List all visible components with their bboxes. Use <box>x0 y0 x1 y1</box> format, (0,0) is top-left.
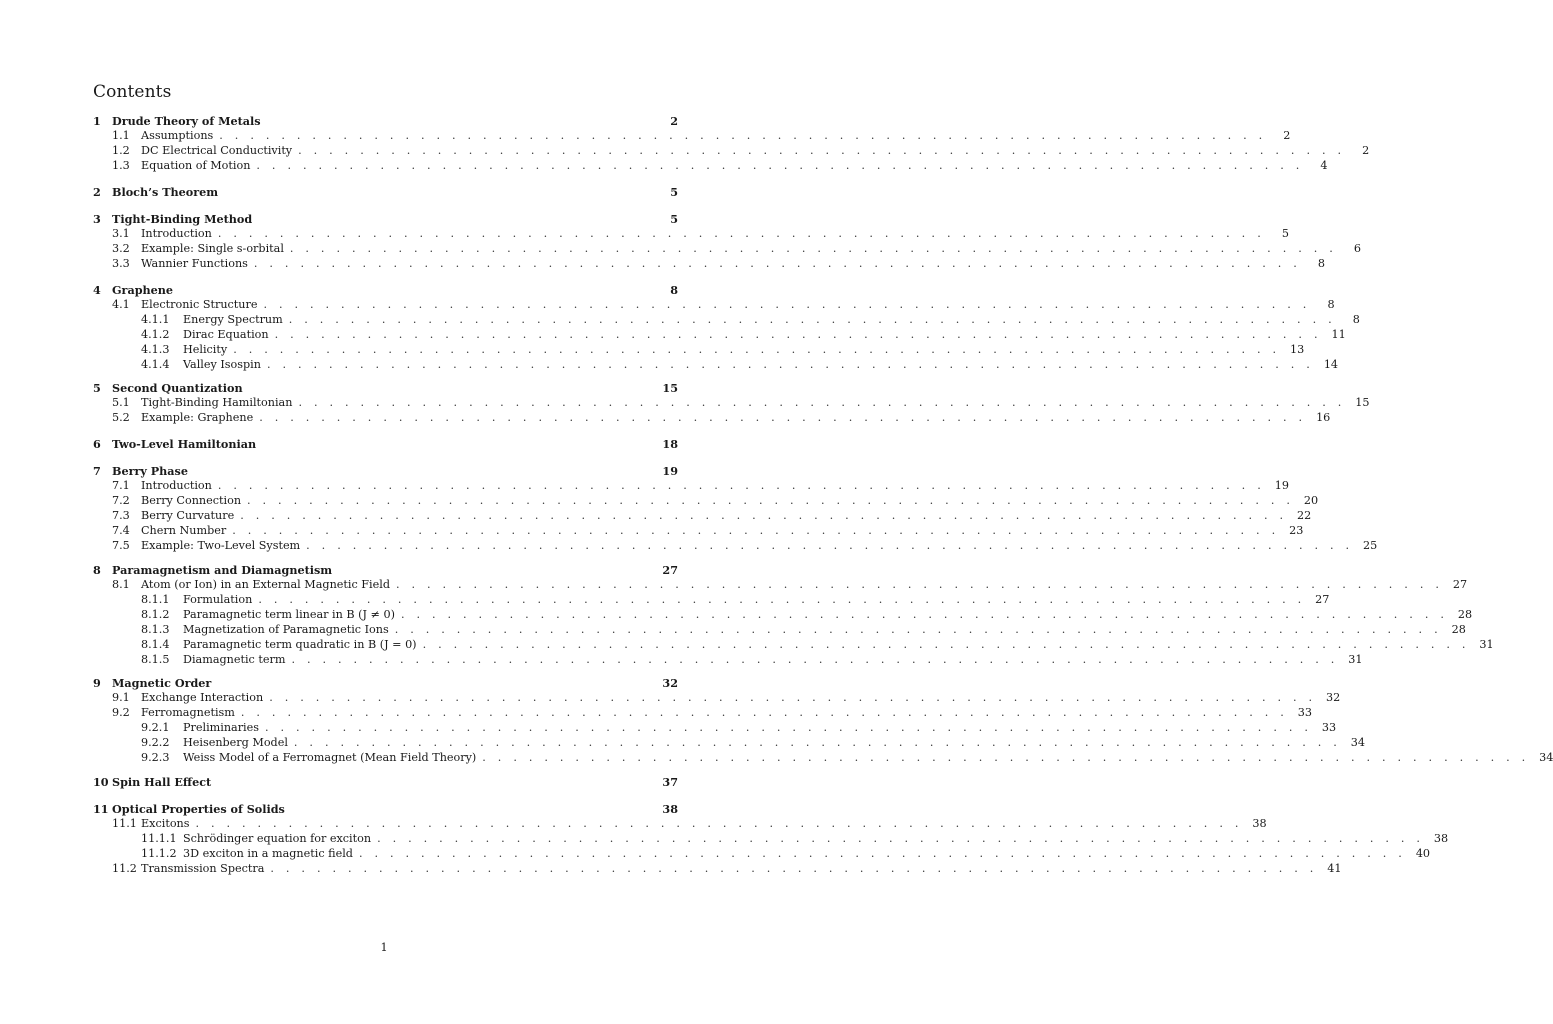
dot-leader: . . . . . . . . . . . . . . . . . . . . . . . . . . . . . . . . . . . . . . . . . . . . . . . . . . . . . . . . . . . . . . . . . . . . <box>306 539 1354 552</box>
toc-entry-page: 33 <box>1321 721 1337 734</box>
toc-entry-8-1[interactable] <box>93 577 1468 593</box>
toc-entry-title: Chern Number <box>141 524 227 537</box>
toc-entry-page: 8 <box>1352 313 1360 326</box>
toc-entry-title: Transmission Spectra <box>141 862 265 875</box>
toc-entry-7-1[interactable] <box>93 478 1289 494</box>
toc-entry-page: 22 <box>1297 509 1312 522</box>
toc-entry-page: 31 <box>1479 638 1494 651</box>
toc-entry-title: Example: Two-Level System <box>141 539 301 552</box>
toc-entry-number: 8.1 <box>112 578 130 591</box>
toc-entry-number: 7.3 <box>112 509 130 522</box>
toc-entry-page: 5 <box>670 212 678 226</box>
dot-leader: . . . . . . . . . . . . . . . . . . . . . . . . . . . . . . . . . . . . . . . . . . . . . . . . . . . . . . . . . . . . . . . . . . . . <box>482 751 1530 764</box>
toc-entry-4-1-4[interactable] <box>93 357 1339 373</box>
toc-entry-8[interactable] <box>93 562 678 578</box>
toc-entry-number: 11.1 <box>112 817 137 830</box>
toc-entry-number: 1.2 <box>112 144 130 157</box>
toc-entry-number: 3.1 <box>112 227 130 240</box>
toc-entry-number: 4.1.4 <box>141 358 170 371</box>
toc-entry-number: 4.1 <box>112 298 130 311</box>
toc-entry-number: 4.1.3 <box>141 343 170 356</box>
toc-entry-number: 9.2 <box>112 706 130 719</box>
toc-entry-page: 27 <box>662 563 678 577</box>
toc-entry-page: 28 <box>1451 623 1466 636</box>
toc-entry-5-2[interactable] <box>93 410 1331 426</box>
toc-entry-title: Energy Spectrum <box>183 313 283 326</box>
toc-entry-9[interactable] <box>93 675 678 691</box>
dot-leader: . . . . . . . . . . . . . . . . . . . . . . . . . . . . . . . . . . . . . . . . . . . . . . . . . . . . . . . . . . . . . . . . . . . . <box>256 159 1304 172</box>
toc-entry-page: 23 <box>1289 524 1304 537</box>
toc-entry-number: 5.1 <box>112 396 130 409</box>
toc-entry-title: Berry Connection <box>141 494 242 507</box>
toc-entry-number: 3.3 <box>112 257 130 270</box>
toc-entry-number: 4.1.2 <box>141 328 170 341</box>
toc-entry-title: Tight-Binding Hamiltonian <box>141 396 293 409</box>
toc-entry-page: 40 <box>1415 847 1431 860</box>
toc-entry-4-1[interactable] <box>93 297 1335 313</box>
toc-entry-title: 3D exciton in a magnetic field <box>183 847 353 860</box>
toc-entry-page: 18 <box>662 437 678 451</box>
toc-entry-title: Two-Level Hamiltonian <box>112 437 257 451</box>
toc-entry-title: Exchange Interaction <box>141 691 264 704</box>
dot-leader: . . . . . . . . . . . . . . . . . . . . . . . . . . . . . . . . . . . . . . . . . . . . . . . . . . . . . . . . . . . . . . . . . . . . <box>298 144 1346 157</box>
toc-entry-number: 6 <box>93 437 101 451</box>
toc-entry-number: 8.1.5 <box>141 653 170 666</box>
toc-entry-number: 10 <box>93 775 109 789</box>
toc-entry-title: Helicity <box>183 343 228 356</box>
toc-entry-title: Optical Properties of Solids <box>112 802 285 816</box>
toc-entry-page: 33 <box>1297 706 1312 719</box>
toc-entry-7-2[interactable] <box>93 493 1319 509</box>
dot-leader: . . . . . . . . . . . . . . . . . . . . . . . . . . . . . . . . . . . . . . . . . . . . . . . . . . . . . . . . . . . . . . . . . . . . <box>265 721 1313 734</box>
toc-entry-page: 5 <box>670 185 678 199</box>
toc-entry-3-2[interactable] <box>93 241 1361 257</box>
toc-entry-page: 16 <box>1316 411 1331 424</box>
toc-entry-number: 1.3 <box>112 159 130 172</box>
toc-entry-number: 11.1.1 <box>141 832 177 845</box>
toc-entry-1-1[interactable] <box>93 128 1291 144</box>
toc-entry-number: 3.2 <box>112 242 130 255</box>
toc-entry-number: 1 <box>93 114 101 128</box>
toc-entry-page: 38 <box>662 802 678 816</box>
toc-entry-9-2-3[interactable] <box>93 750 1553 766</box>
toc-entry-7-4[interactable] <box>93 523 1304 539</box>
dot-leader: . . . . . . . . . . . . . . . . . . . . . . . . . . . . . . . . . . . . . . . . . . . . . . . . . . . . . . . . . . . . . . . . . . . . <box>269 691 1317 704</box>
dot-leader: . . . . . . . . . . . . . . . . . . . . . . . . . . . . . . . . . . . . . . . . . . . . . . . . . . . . . . . . . . . . . . . . . . . . <box>401 608 1449 621</box>
toc-entry-page: 27 <box>1452 578 1468 591</box>
toc-entry-7[interactable] <box>93 463 678 479</box>
toc-entry-8-1-1[interactable] <box>93 592 1330 608</box>
toc-entry-11[interactable] <box>93 801 678 817</box>
toc-entry-page: 38 <box>1433 832 1449 845</box>
toc-entry-title: Paramagnetism and Diamagnetism <box>112 563 333 577</box>
toc-entry-title: Formulation <box>183 593 253 606</box>
toc-entry-title: Drude Theory of Metals <box>112 114 261 128</box>
toc-entry-number: 8.1.4 <box>141 638 170 651</box>
toc-entry-9-2[interactable] <box>93 705 1312 721</box>
toc-entry-9-2-1[interactable] <box>93 720 1337 736</box>
toc-entry-page: 14 <box>1323 358 1339 371</box>
toc-entry-title: Valley Isospin <box>183 358 261 371</box>
toc-entry-title: Equation of Motion <box>141 159 251 172</box>
dot-leader: . . . . . . . . . . . . . . . . . . . . . . . . . . . . . . . . . . . . . . . . . . . . . . . . . . . . . . . . . . . . . . . . . . . . <box>358 847 1407 860</box>
toc-entry-number: 9.2.1 <box>141 721 170 734</box>
toc-entry-title: Bloch’s Theorem <box>112 185 219 199</box>
dot-leader: . . . . . . . . . . . . . . . . . . . . . . . . . . . . . . . . . . . . . . . . . . . . . . . . . . . . . . . . . . . . . . . . . . . . <box>293 736 1342 749</box>
toc-entry-1[interactable] <box>93 113 678 129</box>
toc-entry-3[interactable] <box>93 211 678 227</box>
dot-leader: . . . . . . . . . . . . . . . . . . . . . . . . . . . . . . . . . . . . . . . . . . . . . . . . . . . . . . . . . . . . . . . . . . . . <box>270 862 1318 875</box>
toc-entry-title: Example: Graphene <box>141 411 254 424</box>
dot-leader: . . . . . . . . . . . . . . . . . . . . . . . . . . . . . . . . . . . . . . . . . . . . . . . . . . . . . . . . . . . . . . . . . . . . <box>240 509 1288 522</box>
toc-entry-title: Berry Curvature <box>141 509 235 522</box>
dot-leader: . . . . . . . . . . . . . . . . . . . . . . . . . . . . . . . . . . . . . . . . . . . . . . . . . . . . . . . . . . . . . . . . . . . . <box>240 706 1288 719</box>
toc-entry-number: 7.2 <box>112 494 130 507</box>
toc-entry-5-1[interactable] <box>93 395 1370 411</box>
toc-entry-title: Weiss Model of a Ferromagnet (Mean Field Theory) <box>183 751 477 764</box>
toc-entry-number: 7.5 <box>112 539 130 552</box>
toc-entry-page: 34 <box>1539 751 1553 764</box>
dot-leader: . . . . . . . . . . . . . . . . . . . . . . . . . . . . . . . . . . . . . . . . . . . . . . . . . . . . . . . . . . . . . . . . . . . . <box>422 638 1470 651</box>
toc-entry-8-1-5[interactable] <box>93 652 1363 668</box>
toc-entry-page: 8 <box>1317 257 1325 270</box>
toc-entry-title: Tight-Binding Method <box>112 212 253 226</box>
dot-leader: . . . . . . . . . . . . . . . . . . . . . . . . . . . . . . . . . . . . . . . . . . . . . . . . . . . . . . . . . . . . . . . . . . . . <box>195 817 1243 830</box>
toc-entry-title: Atom (or Ion) in an External Magnetic Field <box>141 578 390 591</box>
dot-leader: . . . . . . . . . . . . . . . . . . . . . . . . . . . . . . . . . . . . . . . . . . . . . . . . . . . . . . . . . . . . . . . . . . . . <box>258 593 1306 606</box>
dot-leader: . . . . . . . . . . . . . . . . . . . . . . . . . . . . . . . . . . . . . . . . . . . . . . . . . . . . . . . . . . . . . . . . . . . . <box>298 396 1346 409</box>
toc-entry-2[interactable] <box>93 184 678 200</box>
toc-entry-title: Introduction <box>141 479 212 492</box>
toc-entry-4-1-3[interactable] <box>93 342 1305 358</box>
toc-entry-number: 9 <box>93 676 101 690</box>
toc-entry-number: 8.1.1 <box>141 593 170 606</box>
toc-entry-number: 11.2 <box>112 862 137 875</box>
toc-entry-page: 41 <box>1327 862 1342 875</box>
toc-entry-title: Graphene <box>112 283 174 297</box>
toc-entry-1-3[interactable] <box>93 158 1328 174</box>
toc-entry-number: 1.1 <box>112 129 130 142</box>
toc-entry-title: Example: Single s-orbital <box>141 242 284 255</box>
toc-entry-number: 9.1 <box>112 691 130 704</box>
toc-entry-page: 13 <box>1290 343 1305 356</box>
toc-entry-number: 4 <box>93 283 101 297</box>
toc-entry-title: Ferromagnetism <box>141 706 235 719</box>
toc-entry-3-1[interactable] <box>93 226 1289 242</box>
toc-entry-4[interactable] <box>93 282 678 298</box>
toc-entry-11-2[interactable] <box>93 861 1342 877</box>
dot-leader: . . . . . . . . . . . . . . . . . . . . . . . . . . . . . . . . . . . . . . . . . . . . . . . . . . . . . . . . . . . . . . . . . . . . <box>233 343 1281 356</box>
page-number: 1 <box>380 941 388 954</box>
contents-heading: Contents <box>93 82 172 102</box>
toc-entry-page: 19 <box>1274 479 1289 492</box>
toc-entry-page: 6 <box>1353 242 1361 255</box>
toc-entry-title: Dirac Equation <box>183 328 269 341</box>
toc-entry-4-1-1[interactable] <box>93 312 1360 328</box>
toc-entry-title: Wannier Functions <box>141 257 248 270</box>
toc-entry-page: 15 <box>662 381 678 395</box>
toc-entry-10[interactable] <box>93 774 678 790</box>
toc-entry-3-3[interactable] <box>93 256 1325 272</box>
toc-entry-page: 37 <box>662 775 678 789</box>
dot-leader: . . . . . . . . . . . . . . . . . . . . . . . . . . . . . . . . . . . . . . . . . . . . . . . . . . . . . . . . . . . . . . . . . . . . <box>259 411 1307 424</box>
toc-entry-title: Berry Phase <box>112 464 188 478</box>
toc-entry-page: 4 <box>1320 159 1328 172</box>
toc-entry-title: Diamagnetic term <box>183 653 286 666</box>
toc-entry-title: Heisenberg Model <box>183 736 288 749</box>
dot-leader: . . . . . . . . . . . . . . . . . . . . . . . . . . . . . . . . . . . . . . . . . . . . . . . . . . . . . . . . . . . . . . . . . . . . <box>217 479 1265 492</box>
toc-entry-number: 7 <box>93 464 101 478</box>
toc-entry-number: 7.4 <box>112 524 130 537</box>
toc-entry-page: 2 <box>670 114 678 128</box>
toc-entry-number: 4.1.1 <box>141 313 170 326</box>
dot-leader: . . . . . . . . . . . . . . . . . . . . . . . . . . . . . . . . . . . . . . . . . . . . . . . . . . . . . . . . . . . . . . . . . . . . <box>377 832 1425 845</box>
toc-entry-11-1-1[interactable] <box>93 831 1449 847</box>
toc-entry-page: 28 <box>1457 608 1473 621</box>
toc-entry-title: Assumptions <box>141 129 214 142</box>
toc-entry-page: 5 <box>1281 227 1289 240</box>
toc-entry-8-1-3[interactable] <box>93 622 1466 638</box>
toc-entry-page: 32 <box>662 676 678 690</box>
toc-entry-11-1[interactable] <box>93 816 1267 832</box>
toc-entry-4-1-2[interactable] <box>93 327 1346 343</box>
toc-entry-title: Magnetic Order <box>112 676 212 690</box>
toc-entry-title: Paramagnetic term quadratic in B (J = 0) <box>183 638 417 651</box>
dot-leader: . . . . . . . . . . . . . . . . . . . . . . . . . . . . . . . . . . . . . . . . . . . . . . . . . . . . . . . . . . . . . . . . . . . . <box>394 623 1442 636</box>
toc-entry-number: 8.1.3 <box>141 623 170 636</box>
toc-entry-number: 9.2.3 <box>141 751 170 764</box>
dot-leader: . . . . . . . . . . . . . . . . . . . . . . . . . . . . . . . . . . . . . . . . . . . . . . . . . . . . . . . . . . . . . . . . . . . . <box>266 358 1315 371</box>
toc-entry-8-1-2[interactable] <box>93 607 1473 623</box>
toc-entry-page: 34 <box>1350 736 1366 749</box>
toc-entry-9-2-2[interactable] <box>93 735 1366 751</box>
toc-entry-number: 8 <box>93 563 101 577</box>
dot-leader: . . . . . . . . . . . . . . . . . . . . . . . . . . . . . . . . . . . . . . . . . . . . . . . . . . . . . . . . . . . . . . . . . . . . <box>274 328 1322 341</box>
dot-leader: . . . . . . . . . . . . . . . . . . . . . . . . . . . . . . . . . . . . . . . . . . . . . . . . . . . . . . . . . . . . . . . . . . . . <box>396 578 1444 591</box>
dot-leader: . . . . . . . . . . . . . . . . . . . . . . . . . . . . . . . . . . . . . . . . . . . . . . . . . . . . . . . . . . . . . . . . . . . . <box>289 242 1337 255</box>
dot-leader: . . . . . . . . . . . . . . . . . . . . . . . . . . . . . . . . . . . . . . . . . . . . . . . . . . . . . . . . . . . . . . . . . . . . <box>217 227 1265 240</box>
toc-entry-1-2[interactable] <box>93 143 1370 159</box>
toc-entry-page: 11 <box>1331 328 1346 341</box>
toc-entry-page: 20 <box>1303 494 1319 507</box>
dot-leader: . . . . . . . . . . . . . . . . . . . . . . . . . . . . . . . . . . . . . . . . . . . . . . . . . . . . . . . . . . . . . . . . . . . . <box>232 524 1280 537</box>
toc-entry-page: 19 <box>662 464 678 478</box>
dot-leader: . . . . . . . . . . . . . . . . . . . . . . . . . . . . . . . . . . . . . . . . . . . . . . . . . . . . . . . . . . . . . . . . . . . . <box>219 129 1267 142</box>
toc-entry-9-1[interactable] <box>93 690 1341 706</box>
toc-entry-title: Magnetization of Paramagnetic Ions <box>183 623 389 636</box>
toc-entry-number: 7.1 <box>112 479 130 492</box>
toc-entry-7-5[interactable] <box>93 538 1378 554</box>
toc-entry-page: 8 <box>670 283 678 297</box>
dot-leader: . . . . . . . . . . . . . . . . . . . . . . . . . . . . . . . . . . . . . . . . . . . . . . . . . . . . . . . . . . . . . . . . . . . . <box>263 298 1311 311</box>
dot-leader: . . . . . . . . . . . . . . . . . . . . . . . . . . . . . . . . . . . . . . . . . . . . . . . . . . . . . . . . . . . . . . . . . . . . <box>253 257 1301 270</box>
toc-entry-11-1-2[interactable] <box>93 846 1431 862</box>
toc-entry-page: 32 <box>1326 691 1341 704</box>
toc-entry-number: 5 <box>93 381 101 395</box>
toc-entry-number: 2 <box>93 185 101 199</box>
toc-entry-page: 8 <box>1327 298 1335 311</box>
toc-entry-title: Electronic Structure <box>141 298 258 311</box>
toc-entry-8-1-4[interactable] <box>93 637 1494 653</box>
toc-entry-title: Paramagnetic term linear in B (J ≠ 0) <box>183 608 395 621</box>
toc-entry-number: 8.1.2 <box>141 608 170 621</box>
dot-leader: . . . . . . . . . . . . . . . . . . . . . . . . . . . . . . . . . . . . . . . . . . . . . . . . . . . . . . . . . . . . . . . . . . . . <box>291 653 1339 666</box>
toc-entry-title: DC Electrical Conductivity <box>141 144 293 157</box>
toc-entry-5[interactable] <box>93 380 678 396</box>
toc-entry-title: Spin Hall Effect <box>112 775 212 789</box>
toc-entry-page: 2 <box>1283 129 1291 142</box>
toc-entry-page: 38 <box>1252 817 1267 830</box>
dot-leader: . . . . . . . . . . . . . . . . . . . . . . . . . . . . . . . . . . . . . . . . . . . . . . . . . . . . . . . . . . . . . . . . . . . . <box>288 313 1336 326</box>
toc-entry-number: 5.2 <box>112 411 130 424</box>
toc-entry-title: Introduction <box>141 227 212 240</box>
toc-entry-number: 3 <box>93 212 101 226</box>
toc-entry-number: 11 <box>93 802 109 816</box>
toc-entry-page: 2 <box>1362 144 1370 157</box>
dot-leader: . . . . . . . . . . . . . . . . . . . . . . . . . . . . . . . . . . . . . . . . . . . . . . . . . . . . . . . . . . . . . . . . . . . . <box>247 494 1295 507</box>
toc-entry-number: 11.1.2 <box>141 847 177 860</box>
toc-entry-7-3[interactable] <box>93 508 1312 524</box>
toc-entry-page: 27 <box>1315 593 1330 606</box>
toc-entry-title: Second Quantization <box>112 381 243 395</box>
toc-entry-page: 25 <box>1363 539 1378 552</box>
toc-entry-number: 9.2.2 <box>141 736 170 749</box>
toc-entry-title: Schrödinger equation for exciton <box>183 832 372 845</box>
toc-entry-6[interactable] <box>93 436 678 452</box>
toc-entry-title: Preliminaries <box>183 721 260 734</box>
toc-entry-page: 15 <box>1355 396 1370 409</box>
toc-entry-title: Excitons <box>141 817 190 830</box>
toc-entry-page: 31 <box>1348 653 1363 666</box>
